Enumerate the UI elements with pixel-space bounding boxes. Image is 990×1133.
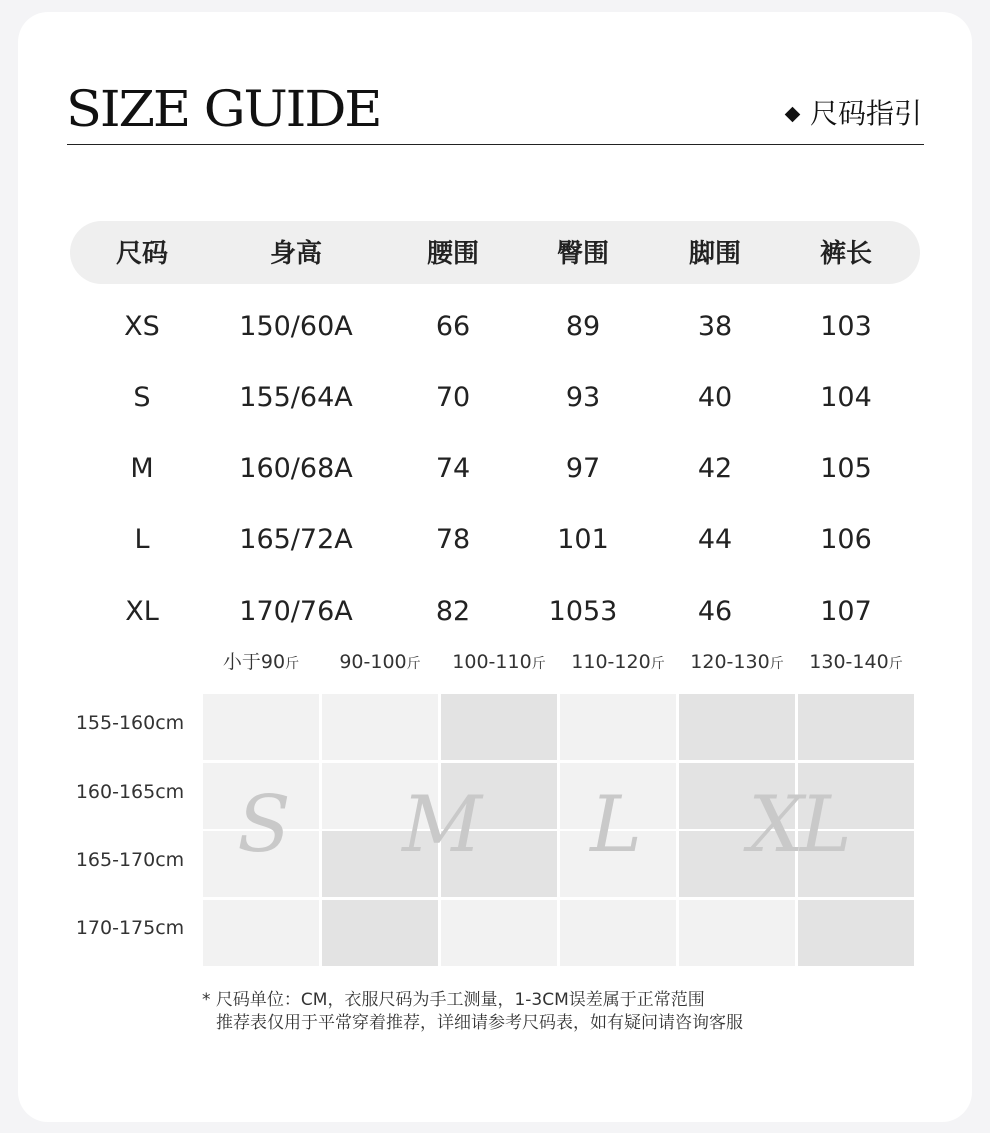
- table-cell: 78: [435, 524, 471, 555]
- table-cell: 40: [697, 382, 733, 413]
- size-zone-label: M: [402, 780, 478, 870]
- grid-cell: [203, 694, 319, 760]
- table-cell: 165/72A: [239, 524, 353, 555]
- column-header: 裤长: [819, 239, 872, 269]
- table-cell: 97: [565, 453, 601, 484]
- title-divider: [67, 144, 924, 145]
- table-cell: 107: [820, 596, 872, 627]
- grid-cell: [679, 694, 795, 760]
- weight-range-unit: 斤: [285, 656, 300, 672]
- table-cell: 44: [697, 524, 733, 555]
- weight-range-label: [678, 653, 796, 672]
- table-cell: 82: [435, 596, 471, 627]
- table-cell: M: [130, 453, 154, 484]
- table-cell: 70: [435, 382, 471, 413]
- table-cell: 1053: [548, 596, 618, 627]
- grid-cell: [798, 694, 914, 760]
- weight-range-label: [321, 653, 439, 672]
- weight-range-unit: 斤: [650, 656, 665, 672]
- table-cell: 38: [697, 311, 733, 342]
- diamond-icon: [785, 106, 801, 122]
- grid-cell: [322, 900, 438, 966]
- column-header: 脚围: [688, 239, 741, 269]
- table-cell: 104: [820, 382, 872, 413]
- weight-range-value: 小于90: [222, 651, 286, 673]
- grid-cell: [560, 900, 676, 966]
- size-zone-label: S: [237, 780, 287, 870]
- table-cell: 74: [435, 453, 471, 484]
- table-cell: 160/68A: [239, 453, 353, 484]
- column-header: 臀围: [556, 239, 609, 269]
- weight-range-label: [797, 653, 915, 672]
- table-cell: 46: [697, 596, 733, 627]
- table-cell: S: [133, 382, 151, 413]
- note-line-2: 推荐表仅用于平常穿着推荐，详细请参考尺码表，如有疑问请咨询客服: [216, 1013, 743, 1033]
- page-subtitle: [787, 97, 922, 130]
- weight-range-value: 120-130: [690, 651, 770, 673]
- table-cell: XS: [124, 311, 160, 342]
- weight-range-unit: 斤: [769, 656, 784, 672]
- column-header: 腰围: [426, 239, 479, 269]
- grid-cell: [441, 694, 557, 760]
- table-cell: 150/60A: [239, 311, 353, 342]
- table-cell: XL: [125, 596, 159, 627]
- column-header: 身高: [269, 239, 322, 269]
- page-title: SIZE GUIDE: [66, 80, 381, 138]
- column-header: 尺码: [115, 239, 168, 269]
- weight-range-unit: 斤: [888, 656, 903, 672]
- weight-range-value: 130-140: [809, 651, 889, 673]
- size-zone-label: XL: [748, 780, 848, 870]
- table-cell: 105: [820, 453, 872, 484]
- table-cell: 155/64A: [239, 382, 353, 413]
- table-cell: 106: [820, 524, 872, 555]
- grid-cell: [203, 900, 319, 966]
- weight-range-label: [202, 653, 320, 672]
- table-cell: 93: [565, 382, 601, 413]
- weight-range-value: 100-110: [452, 651, 532, 673]
- height-range-label: 160-165cm: [75, 781, 185, 803]
- weight-range-unit: 斤: [531, 656, 546, 672]
- grid-cell: [798, 900, 914, 966]
- weight-range-label: [440, 653, 558, 672]
- grid-cell: [560, 694, 676, 760]
- height-range-label: 155-160cm: [75, 712, 185, 734]
- weight-range-value: 110-120: [571, 651, 651, 673]
- subtitle-text: 尺码指引: [809, 97, 922, 130]
- note-line-1: * 尺码单位：CM，衣服尺码为手工测量，1-3CM误差属于正常范围: [202, 990, 705, 1010]
- weight-range-unit: 斤: [406, 656, 421, 672]
- grid-cell: [322, 694, 438, 760]
- table-cell: 170/76A: [239, 596, 353, 627]
- table-cell: 89: [565, 311, 601, 342]
- weight-range-value: 90-100: [339, 651, 407, 673]
- size-zone-label: L: [590, 780, 638, 870]
- table-cell: 103: [820, 311, 872, 342]
- height-range-label: 170-175cm: [75, 917, 185, 939]
- table-cell: 66: [435, 311, 471, 342]
- weight-range-label: [559, 653, 677, 672]
- grid-cell: [441, 900, 557, 966]
- size-notes: [202, 989, 743, 1035]
- table-cell: 42: [697, 453, 733, 484]
- table-cell: L: [134, 524, 150, 555]
- table-cell: 101: [557, 524, 609, 555]
- height-range-label: 165-170cm: [75, 849, 185, 871]
- grid-cell: [679, 900, 795, 966]
